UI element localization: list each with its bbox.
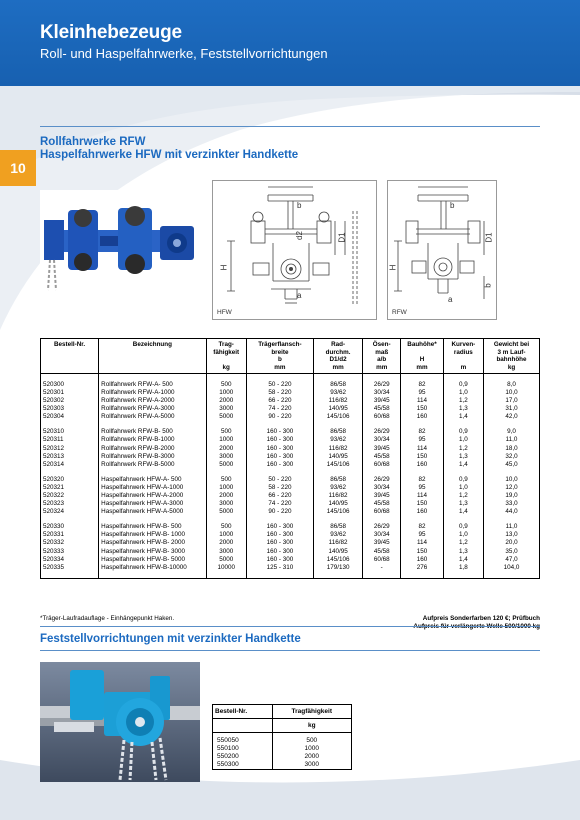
table-cell: 160 - 300: [246, 436, 313, 444]
table-cell: 60/68: [363, 413, 401, 421]
table-row: [213, 737, 352, 745]
table-cell: 500: [206, 523, 246, 531]
table-spacer: [41, 572, 540, 579]
table-header-row: [41, 339, 540, 374]
table-cell: 2000: [206, 445, 246, 453]
col-bauhoehe: Bauhöhe* H mm: [401, 339, 444, 374]
table-cell: 1,3: [443, 405, 483, 413]
table-cell: 1,3: [443, 500, 483, 508]
dim-label-d2: d2: [294, 231, 304, 240]
table-cell: 5000: [206, 508, 246, 516]
table-cell: 30/34: [363, 436, 401, 444]
table-row: [41, 428, 540, 436]
table-cell: 50 - 220: [246, 381, 313, 389]
table-cell: 160 - 300: [246, 523, 313, 531]
table-cell: Rollfahrwerk RFW-A-3000: [99, 405, 206, 413]
table-cell: 114: [401, 539, 444, 547]
table-row: [41, 556, 540, 564]
col-bestell: Bestell-Nr.: [41, 339, 99, 374]
table-cell: 90 - 220: [246, 413, 313, 421]
table-cell: 10,0: [484, 389, 540, 397]
table-cell: 160: [401, 556, 444, 564]
table-cell: 1000: [272, 745, 351, 753]
table-cell: 520324: [41, 508, 99, 516]
table-cell: 82: [401, 523, 444, 531]
table-cell: 82: [401, 476, 444, 484]
table-cell: 160 - 300: [246, 556, 313, 564]
table-unit-row: [213, 719, 352, 733]
table-cell: 20,0: [484, 539, 540, 547]
table-cell: 520303: [41, 405, 99, 413]
table-cell: 11,0: [484, 523, 540, 531]
table-cell: 5000: [206, 556, 246, 564]
table-cell: 45/58: [363, 500, 401, 508]
table-cell: 0,9: [443, 428, 483, 436]
table-cell: 116/82: [313, 445, 362, 453]
dim-label-h: H: [388, 264, 398, 271]
table-cell: 1,3: [443, 453, 483, 461]
col-bezeichnung: Bezeichnung: [99, 339, 206, 374]
table-row: [41, 564, 540, 572]
table-cell: 35,0: [484, 548, 540, 556]
table-row: [41, 381, 540, 389]
table-cell: 45/58: [363, 453, 401, 461]
col-oesen: Ösen- maß a/b mm: [363, 339, 401, 374]
table-cell: 160 - 300: [246, 428, 313, 436]
table-cell: 1000: [206, 484, 246, 492]
table-cell: 10,0: [484, 476, 540, 484]
table-cell: 50 - 220: [246, 476, 313, 484]
table-cell: 1,0: [443, 389, 483, 397]
table-cell: 1,4: [443, 461, 483, 469]
table-cell: 2000: [206, 492, 246, 500]
col-trag: Tragfähigkeit: [272, 705, 351, 719]
table-cell: 520300: [41, 381, 99, 389]
table-cell: Haspelfahrwerk HFW-B- 3000: [99, 548, 206, 556]
table-cell: Haspelfahrwerk HFW-B- 2000: [99, 539, 206, 547]
table-cell: Rollfahrwerk RFW-B- 500: [99, 428, 206, 436]
table-cell: 116/82: [313, 397, 362, 405]
dim-label-h: H: [219, 264, 229, 271]
table-spacer: [41, 421, 540, 428]
table-cell: 30/34: [363, 484, 401, 492]
table-cell: 140/95: [313, 500, 362, 508]
section-divider: [40, 126, 540, 127]
table-cell: 32,0: [484, 453, 540, 461]
clamp-photo: [40, 662, 200, 782]
table-cell: 86/58: [313, 381, 362, 389]
table-cell: 145/106: [313, 461, 362, 469]
table-cell: 44,0: [484, 508, 540, 516]
table-cell: Haspelfahrwerk HFW-B- 1000: [99, 531, 206, 539]
table-cell: 66 - 220: [246, 397, 313, 405]
table-cell: 520322: [41, 492, 99, 500]
table-cell: 45/58: [363, 405, 401, 413]
table-cell: 160: [401, 508, 444, 516]
page-number-badge: 10: [0, 150, 36, 186]
table-cell: 116/82: [313, 539, 362, 547]
table-cell: -: [363, 564, 401, 572]
table-cell: 179/130: [313, 564, 362, 572]
table-row: [41, 476, 540, 484]
table-cell: 1,0: [443, 531, 483, 539]
table-row: [41, 531, 540, 539]
table-cell: Rollfahrwerk RFW-A-2000: [99, 397, 206, 405]
table-cell: 520332: [41, 539, 99, 547]
col-rad: Rad- durchm. D1/d2 mm: [313, 339, 362, 374]
table-row: [41, 500, 540, 508]
table-cell: 550100: [213, 745, 273, 753]
fahrwerke-table-body: [41, 374, 540, 579]
table-cell: 125 - 310: [246, 564, 313, 572]
table-row: [41, 484, 540, 492]
table-row: [41, 389, 540, 397]
table-cell: 520323: [41, 500, 99, 508]
table-cell: 5000: [206, 461, 246, 469]
table-cell: 1,4: [443, 413, 483, 421]
table-row: [41, 453, 540, 461]
table-cell: 58 - 220: [246, 484, 313, 492]
section-divider: [40, 626, 540, 627]
table-row: [41, 445, 540, 453]
table-cell: 114: [401, 445, 444, 453]
table-cell: 58 - 220: [246, 389, 313, 397]
table-cell: 1,2: [443, 445, 483, 453]
table-cell: 276: [401, 564, 444, 572]
table-cell: 39/45: [363, 445, 401, 453]
table-cell: 140/95: [313, 405, 362, 413]
price-note-line2: [413, 623, 540, 631]
section-title-line1: Rollfahrwerke RFW: [40, 136, 146, 148]
table-cell: 1000: [206, 389, 246, 397]
table-cell: 520333: [41, 548, 99, 556]
table-cell: 93/62: [313, 436, 362, 444]
table-cell: 3000: [206, 405, 246, 413]
table-cell: 520331: [41, 531, 99, 539]
table-cell: 0,9: [443, 381, 483, 389]
table-cell: 520313: [41, 453, 99, 461]
table-cell: 26/29: [363, 476, 401, 484]
table-row: [41, 508, 540, 516]
table-cell: 11,0: [484, 436, 540, 444]
table-cell: 160 - 300: [246, 453, 313, 461]
table-cell: 140/95: [313, 453, 362, 461]
table-cell: 18,0: [484, 445, 540, 453]
table-cell: 86/58: [313, 428, 362, 436]
table-cell: 520334: [41, 556, 99, 564]
table-cell: 500: [206, 381, 246, 389]
table-cell: Rollfahrwerk RFW-B-1000: [99, 436, 206, 444]
table-cell: 90 - 220: [246, 508, 313, 516]
dim-label-b: b: [297, 201, 302, 210]
table-row: [41, 523, 540, 531]
table-cell: 160 - 300: [246, 548, 313, 556]
table-row: [213, 745, 352, 753]
table-cell: 1,2: [443, 492, 483, 500]
table-cell: 47,0: [484, 556, 540, 564]
table-cell: Haspelfahrwerk HFW-A- 500: [99, 476, 206, 484]
table-cell: 1,8: [443, 564, 483, 572]
table-cell: 145/106: [313, 508, 362, 516]
table-spacer: [41, 374, 540, 381]
table-cell: 2000: [206, 539, 246, 547]
table-cell: 39/45: [363, 492, 401, 500]
table-cell: 150: [401, 453, 444, 461]
table-cell: 33,0: [484, 500, 540, 508]
table-cell: 45/58: [363, 548, 401, 556]
table-row: [213, 761, 352, 770]
table-cell: 114: [401, 397, 444, 405]
table-row: [41, 436, 540, 444]
table-cell: 9,0: [484, 428, 540, 436]
table-cell: 95: [401, 531, 444, 539]
table-cell: 1,3: [443, 548, 483, 556]
col-trag-unit: kg: [272, 719, 351, 733]
table-cell: Rollfahrwerk RFW-A-5000: [99, 413, 206, 421]
table-cell: 95: [401, 484, 444, 492]
table-cell: 520320: [41, 476, 99, 484]
table-cell: 42,0: [484, 413, 540, 421]
table-cell: 116/82: [313, 492, 362, 500]
dim-label-a: a: [448, 295, 453, 304]
table-cell: 520312: [41, 445, 99, 453]
table-cell: 93/62: [313, 531, 362, 539]
dim-label-d1: D1: [337, 232, 347, 243]
table-cell: 1000: [206, 436, 246, 444]
table-cell: 86/58: [313, 476, 362, 484]
feststell-table: [212, 704, 352, 770]
price-notes: [413, 615, 540, 631]
table-cell: 520302: [41, 397, 99, 405]
table-cell: 3000: [206, 453, 246, 461]
table-cell: 550050: [213, 737, 273, 745]
table-cell: 1,2: [443, 539, 483, 547]
table-cell: 45,0: [484, 461, 540, 469]
table-row: [41, 397, 540, 405]
table-cell: 520301: [41, 389, 99, 397]
dim-label-b2: b: [483, 283, 493, 288]
table-cell: 74 - 220: [246, 405, 313, 413]
table-cell: 3000: [272, 761, 351, 770]
price-note-line1: Aufpreis Sonderfarben 120 €; Prüfbuch: [422, 615, 540, 622]
table-cell: 2000: [272, 753, 351, 761]
table-cell: 2000: [206, 397, 246, 405]
table-cell: Haspelfahrwerk HFW-B- 5000: [99, 556, 206, 564]
table-cell: 1,2: [443, 397, 483, 405]
section-title-line2: Haspelfahrwerke HFW mit verzinkter Handkette: [40, 149, 299, 161]
footnote: *Träger-Laufradauflage - Einhängepunkt Haken.: [40, 615, 175, 622]
table-cell: 8,0: [484, 381, 540, 389]
table-cell: 160 - 300: [246, 445, 313, 453]
table-cell: 17,0: [484, 397, 540, 405]
table-cell: 550300: [213, 761, 273, 770]
table-cell: Haspelfahrwerk HFW-B-10000: [99, 564, 206, 572]
table-cell: 74 - 220: [246, 500, 313, 508]
table-row: [41, 539, 540, 547]
section-divider: [40, 650, 540, 651]
table-cell: Rollfahrwerk RFW-B-2000: [99, 445, 206, 453]
table-cell: Rollfahrwerk RFW-B-5000: [99, 461, 206, 469]
dim-label-b: b: [450, 201, 455, 210]
table-cell: 86/58: [313, 523, 362, 531]
table-cell: 520335: [41, 564, 99, 572]
table-cell: 114: [401, 492, 444, 500]
table-cell: 60/68: [363, 461, 401, 469]
table-cell: 1,0: [443, 436, 483, 444]
section-title-fahrwerke: [40, 136, 298, 162]
table-row: [41, 413, 540, 421]
table-cell: 160: [401, 461, 444, 469]
table-cell: 12,0: [484, 484, 540, 492]
table-cell: 520314: [41, 461, 99, 469]
table-cell: 10000: [206, 564, 246, 572]
table-cell: 82: [401, 381, 444, 389]
table-cell: 520304: [41, 413, 99, 421]
table-cell: 39/45: [363, 539, 401, 547]
table-row: [41, 461, 540, 469]
table-cell: Haspelfahrwerk HFW-A-3000: [99, 500, 206, 508]
table-cell: 31,0: [484, 405, 540, 413]
drawing-label-rfw: RFW: [392, 309, 407, 316]
table-cell: Haspelfahrwerk HFW-B- 500: [99, 523, 206, 531]
table-cell: 0,9: [443, 523, 483, 531]
table-cell: 30/34: [363, 531, 401, 539]
trolley-photo: [40, 190, 200, 300]
table-cell: 30/34: [363, 389, 401, 397]
table-cell: 104,0: [484, 564, 540, 572]
table-cell: 26/29: [363, 381, 401, 389]
table-cell: 1000: [206, 531, 246, 539]
table-cell: 13,0: [484, 531, 540, 539]
table-cell: 26/29: [363, 523, 401, 531]
table-cell: 3000: [206, 548, 246, 556]
table-spacer: [41, 469, 540, 476]
table-cell: 39/45: [363, 397, 401, 405]
page-title: Kleinhebezeuge: [40, 22, 182, 43]
table-cell: 26/29: [363, 428, 401, 436]
table-cell: 520321: [41, 484, 99, 492]
section-title-feststell: Feststellvorrichtungen mit verzinkter Handkette: [40, 633, 301, 645]
table-cell: 160 - 300: [246, 531, 313, 539]
table-cell: Rollfahrwerk RFW-B-3000: [99, 453, 206, 461]
table-cell: 500: [206, 428, 246, 436]
table-cell: 95: [401, 436, 444, 444]
table-cell: 19,0: [484, 492, 540, 500]
col-gewicht: Gewicht bei 3 m Lauf- bahnhöhe kg: [484, 339, 540, 374]
col-bestell: Bestell-Nr.: [213, 705, 273, 719]
table-cell: 60/68: [363, 508, 401, 516]
table-row: [41, 548, 540, 556]
table-row: [41, 405, 540, 413]
table-cell: 150: [401, 548, 444, 556]
table-cell: 520330: [41, 523, 99, 531]
page-subtitle: Roll- und Haspelfahrwerke, Feststellvorrichtungen: [40, 46, 328, 61]
col-flansch: Trägerflansch- breite b mm: [246, 339, 313, 374]
table-cell: 145/106: [313, 556, 362, 564]
feststell-table-body: [213, 733, 352, 770]
table-cell: 93/62: [313, 389, 362, 397]
table-cell: 82: [401, 428, 444, 436]
page-header: [0, 0, 580, 86]
table-cell: 160: [401, 413, 444, 421]
table-cell: 520311: [41, 436, 99, 444]
table-cell: 520310: [41, 428, 99, 436]
table-spacer: [41, 516, 540, 523]
table-cell: 5000: [206, 413, 246, 421]
table-row: [41, 492, 540, 500]
table-header-row: [213, 705, 352, 719]
table-cell: 60/68: [363, 556, 401, 564]
table-cell: 140/95: [313, 548, 362, 556]
table-cell: Haspelfahrwerk HFW-A-1000: [99, 484, 206, 492]
table-cell: 550200: [213, 753, 273, 761]
table-cell: 160 - 300: [246, 461, 313, 469]
drawing-label-hfw: HFW: [217, 309, 232, 316]
drawing-rfw: [387, 180, 497, 320]
drawing-hfw: [212, 180, 377, 320]
table-cell: 150: [401, 405, 444, 413]
col-kurven: Kurven- radius m: [443, 339, 483, 374]
table-cell: 500: [206, 476, 246, 484]
dim-label-a: a: [297, 291, 302, 300]
table-cell: 145/106: [313, 413, 362, 421]
table-cell: Rollfahrwerk RFW-A- 500: [99, 381, 206, 389]
table-cell: 1,0: [443, 484, 483, 492]
table-cell: 1,4: [443, 508, 483, 516]
col-trag: Trag- fähigkeit kg: [206, 339, 246, 374]
table-cell: 160 - 300: [246, 539, 313, 547]
table-cell: 93/62: [313, 484, 362, 492]
fahrwerke-table: [40, 338, 540, 579]
table-cell: 500: [272, 737, 351, 745]
table-cell: 95: [401, 389, 444, 397]
table-cell: Haspelfahrwerk HFW-A-5000: [99, 508, 206, 516]
table-row: [213, 753, 352, 761]
table-cell: 3000: [206, 500, 246, 508]
table-cell: 1,4: [443, 556, 483, 564]
dim-label-d1: D1: [484, 232, 494, 243]
table-cell: 150: [401, 500, 444, 508]
table-cell: 0,9: [443, 476, 483, 484]
table-cell: 66 - 220: [246, 492, 313, 500]
table-cell: Haspelfahrwerk HFW-A-2000: [99, 492, 206, 500]
table-cell: Rollfahrwerk RFW-A-1000: [99, 389, 206, 397]
